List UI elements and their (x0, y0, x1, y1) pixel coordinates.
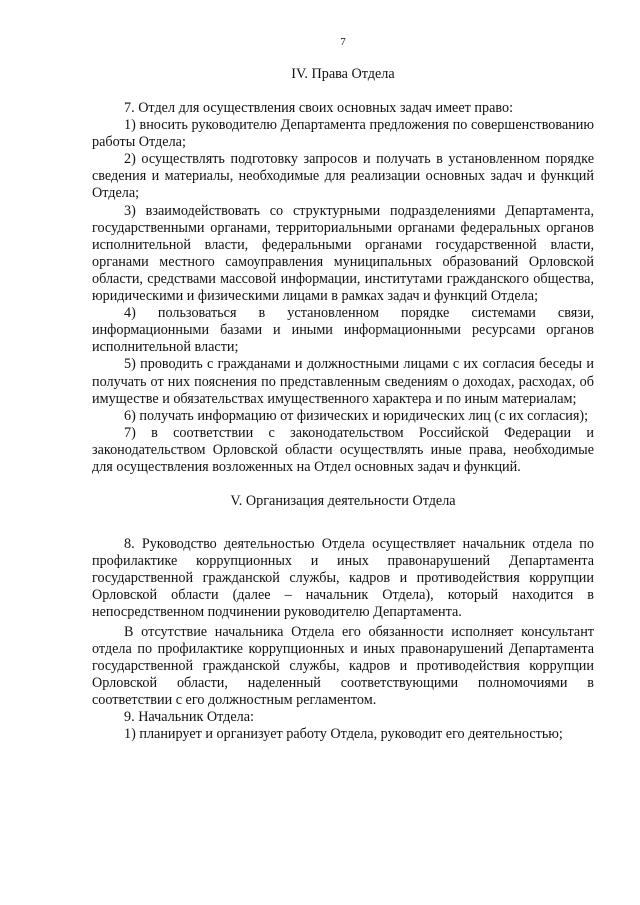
section-v-paragraph-8: 8. Руководство деятельностью Отдела осуществляет начальник отдела по профилактике коррупционных и иных правонарушений Департамента государственной гражданской службы, кадров и противодействия коррупции Орловской области (далее – начальник Отдела), который находится в непосредственном подчинении руководителю Департамента. (92, 536, 594, 621)
section-iv-item-6: 6) получать информацию от физических и юридических лиц (с их согласия); (124, 407, 589, 424)
section-iv-item-4: 4) пользоваться в установленном порядке системами связи, информационными базами и иными информационными ресурсами органов исполнительной власти; (92, 305, 594, 356)
section-iv-intro: 7. Отдел для осуществления своих основных задач имеет право: (124, 100, 514, 116)
page-number: 7 (340, 36, 346, 48)
section-v-paragraph-substitute: В отсутствие начальника Отдела его обязанности исполняет консультант отдела по профилактике коррупционных и иных правонарушений Департамента государственной гражданской службы, кадров и противодействия коррупции Орловской области, наделенный соответствующими полномочиями в соответствии с его должностным регламентом. (92, 623, 594, 708)
section-iv-item-7: 7) в соответствии с законодательством Российской Федерации и законодательством Орловской области осуществлять иные права, необходимые для осуществления возложенных на Отдел основных задач и функций. (92, 424, 594, 475)
section-iv-item-5: 5) проводить с гражданами и должностными лицами с их согласия беседы и получать от них пояснения по представленным сведениям о доходах, расходах, об имуществе и обязательствах имущественного характера и по иным материалам; (92, 356, 594, 407)
section-v-heading: V. Организация деятельности Отдела (230, 493, 456, 510)
section-iv-item-2: 2) осуществлять подготовку запросов и получать в установленном порядке сведения и материалы, необходимые для реализации основных задач и функций Отдела; (92, 151, 594, 202)
section-iv-item-3: 3) взаимодействовать со структурными подразделениями Департамента, государственными органами, территориальными органами федеральных органов исполнительной власти, федеральными органами государственной власти, органами местного самоуправления муниципальных образований Орловской области, средствами массовой информации, институтами гражданского общества, юридическими и физическими лицами в рамках задач и функций Отдела; (92, 202, 594, 305)
section-iv-heading: IV. Права Отдела (291, 66, 395, 82)
section-v-paragraph-9: 9. Начальник Отдела: (124, 709, 254, 725)
section-v-paragraph-9-item-1: 1) планирует и организует работу Отдела, руководит его деятельностью; (124, 726, 563, 743)
section-iv-item-1: 1) вносить руководителю Департамента предложения по совершенствованию работы Отдела; (92, 117, 594, 151)
